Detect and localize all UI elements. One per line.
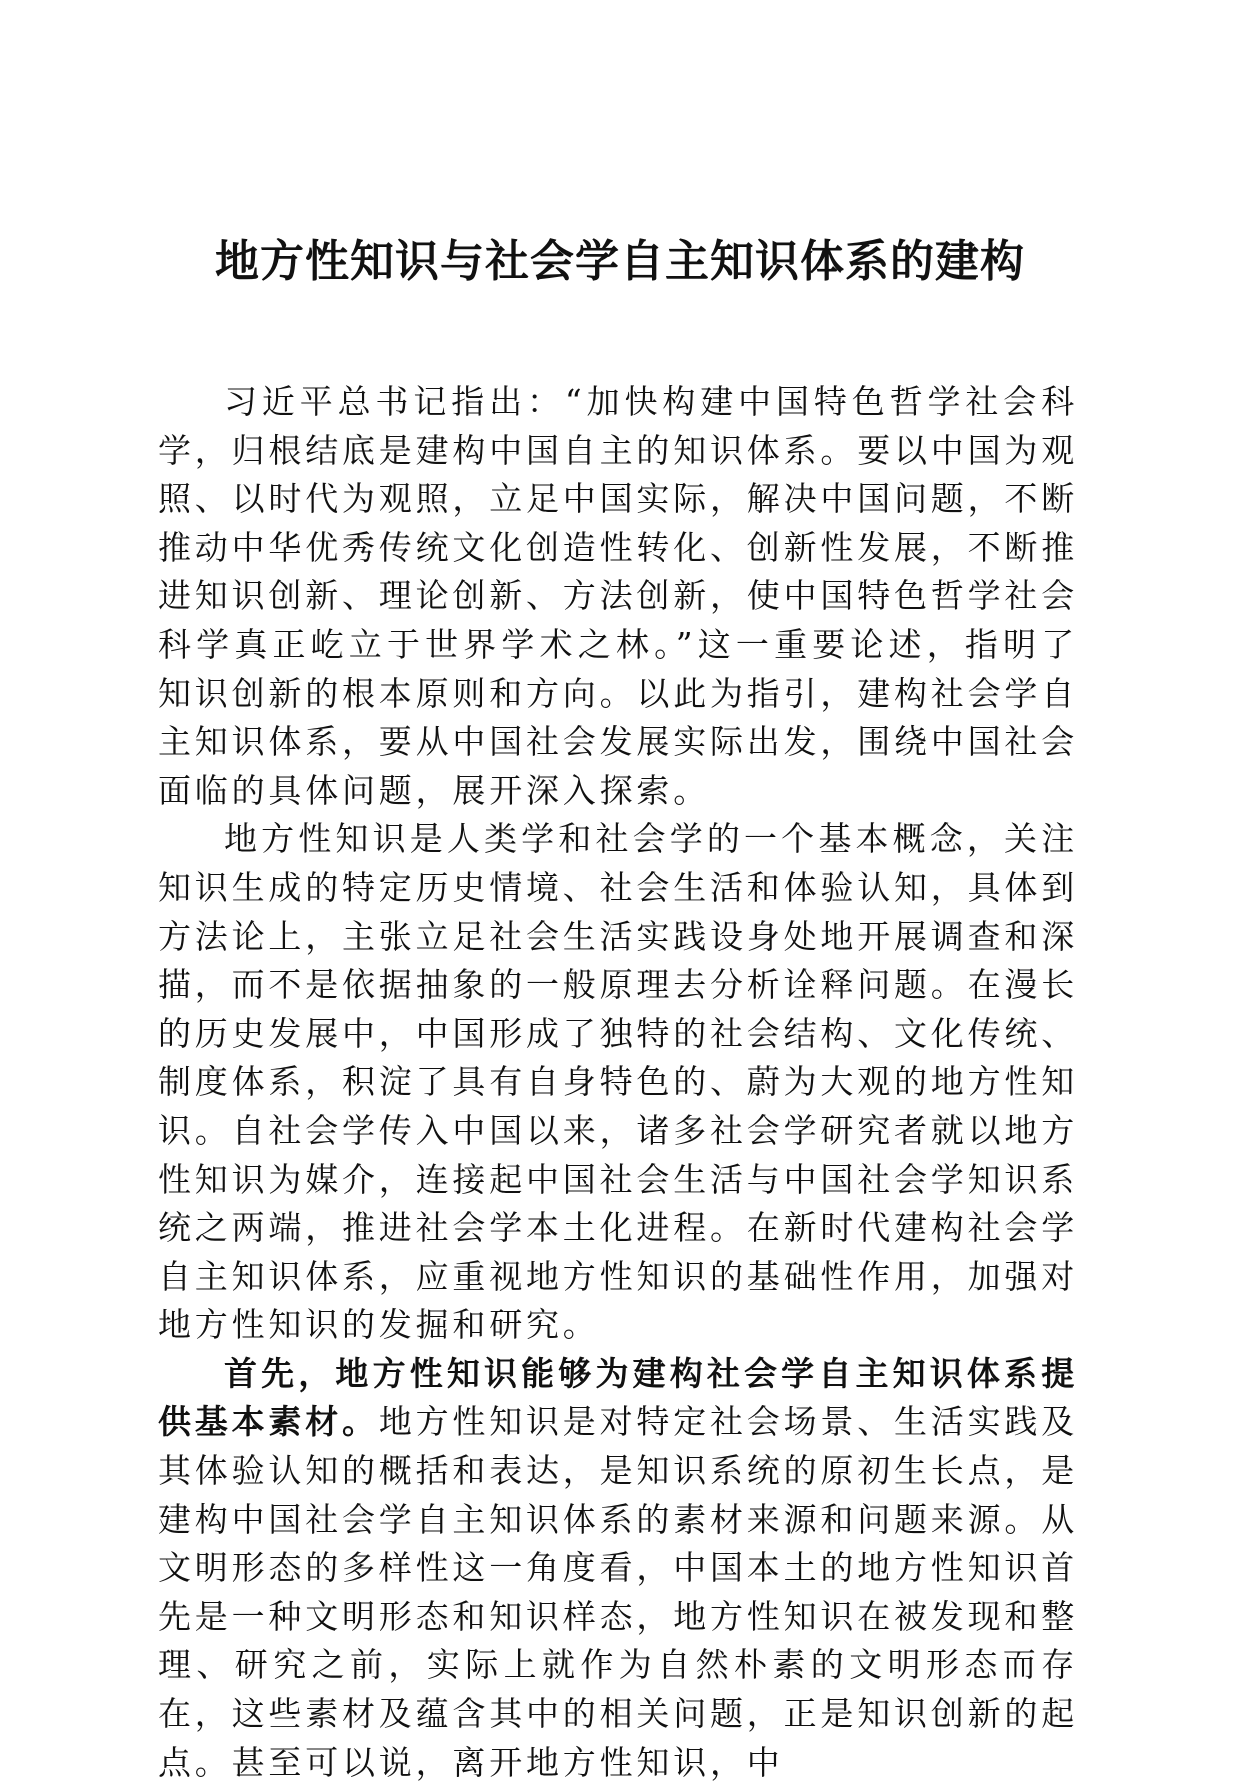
paragraph-3-lead: 首先，地方性知识能够为建构社会学自主知识体系提供基本素材。 [158,1353,1078,1442]
paragraph-2-text: 地方性知识是人类学和社会学的一个基本概念，关注知识生成的特定历史情境、社会生活和体验认知，具体到方法论上，主张立足社会生活实践设身处地开展调查和深描，而不是依据抽象的一般原理去分析诠释问题。在漫长的历史发展中，中国形成了独特的社会结构、文化传统、制度体系，积淀了具有自身特色的、蔚为大观的地方性知识。自社会学传入中国以来，诸多社会学研究者就以地方性知识为媒介，连接起中国社会生活与中国社会学知识系统之两端，推进社会学本土化进程。在新时代建构社会学自主知识体系，应重视地方性知识的基础性作用，加强对地方性知识的发掘和研究。 [158,819,1078,1345]
paragraph-3-text: 地方性知识是对特定社会场景、生活实践及其体验认知的概括和表达，是知识系统的原初生长点，是建构中国社会学自主知识体系的素材来源和问题来源。从文明形态的多样性这一角度看，中国本土的地方性知识首先是一种文明形态和知识样态，地方性知识在被发现和整理、研究之前，实际上就作为自然朴素的文明形态而存在，这些素材及蕴含其中的相关问题，正是知识创新的起点。甚至可以说，离开地方性知识，中 [158,1402,1079,1782]
document-title: 地方性知识与社会学自主知识体系的建构 [215,236,1025,287]
paragraph-2 [158,815,1078,1350]
paragraph-1-text: 习近平总书记指出：“加快构建中国特色哲学社会科学，归根结底是建构中国自主的知识体系。要以中国为观照、以时代为观照，立足中国实际，解决中国问题，不断推动中华优秀传统文化创造性转化、创新性发展，不断推进知识创新、理论创新、方法创新，使中国特色哲学社会科学真正屹立于世界学术之林。”这一重要论述，指明了知识创新的根本原则和方向。以此为指引，建构社会学自主知识体系，要从中国社会发展实际出发，围绕中国社会面临的具体问题，展开深入探索。 [158,382,1078,810]
paragraph-3 [158,1350,1078,1787]
paragraph-1 [158,378,1078,815]
document-body [158,378,1078,1787]
